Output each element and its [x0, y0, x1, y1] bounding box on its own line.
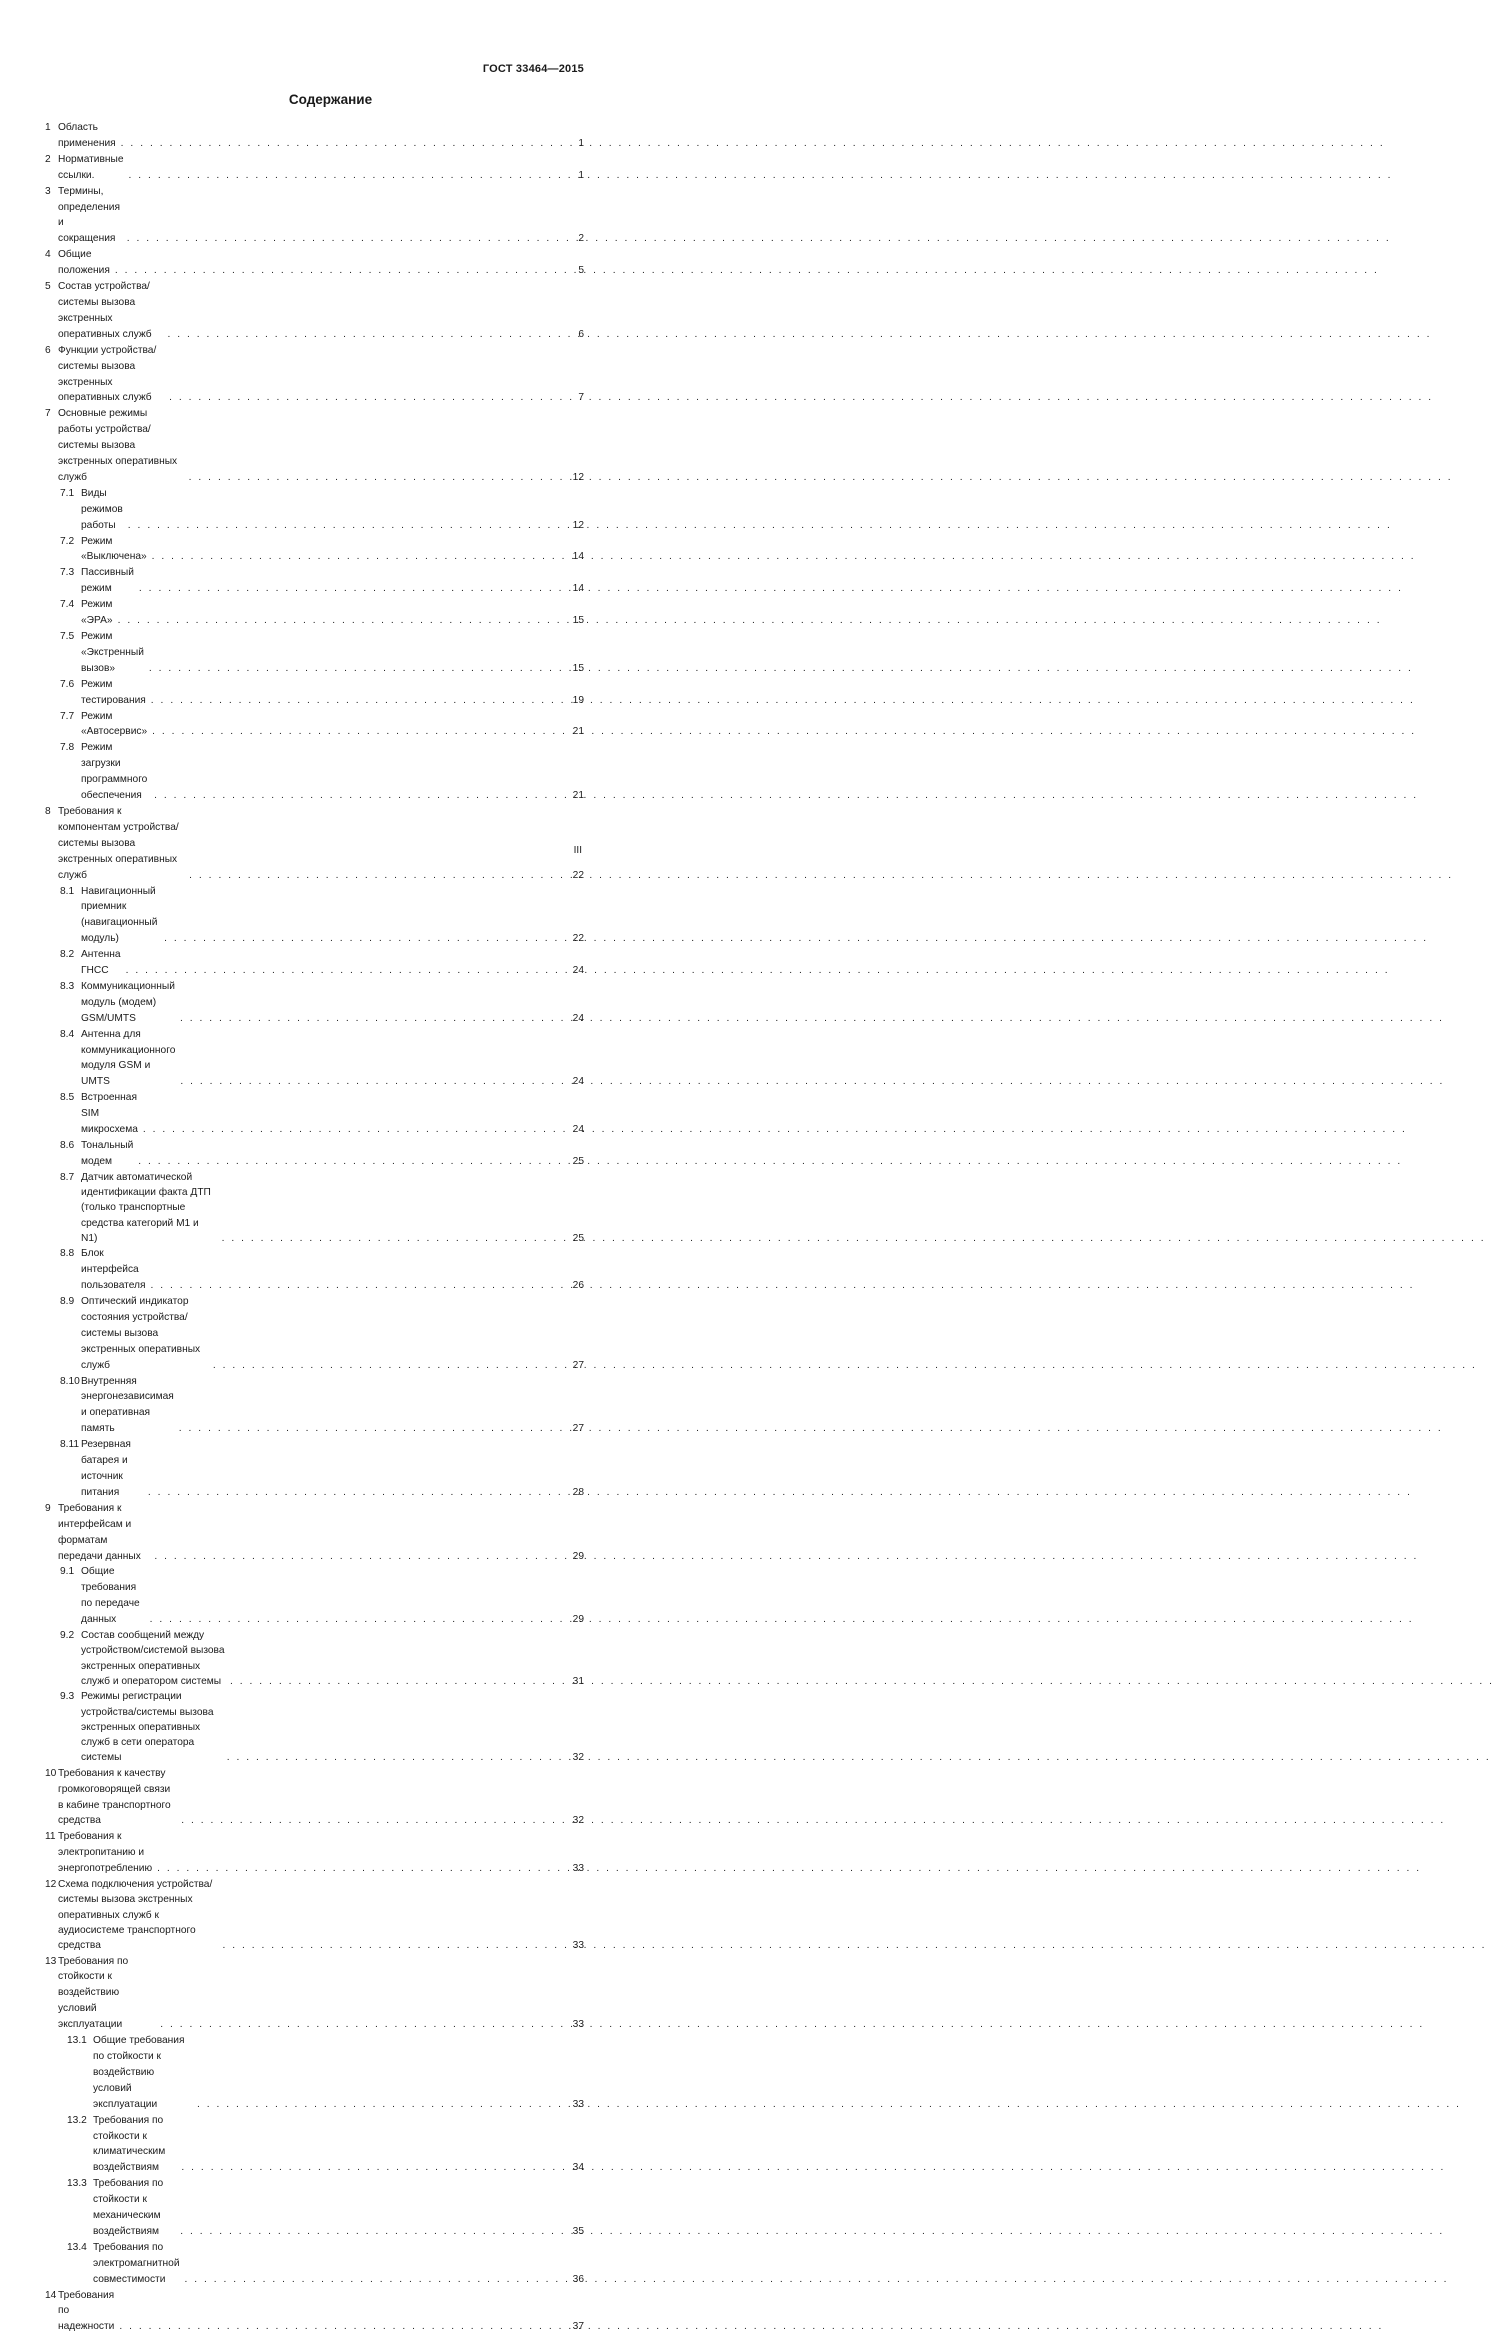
toc-entry-number: 7	[45, 408, 51, 420]
toc-leader-dots	[145, 1612, 573, 1628]
toc-entry[interactable]	[45, 2033, 584, 2113]
toc-leader-dots	[143, 1485, 573, 1501]
toc-entry[interactable]	[45, 629, 584, 677]
toc-entry[interactable]	[45, 979, 584, 1027]
toc-leader-dots	[217, 1938, 572, 1953]
toc-entry-page: 32	[572, 1815, 584, 1827]
toc-entry-page: 22	[572, 869, 584, 881]
toc-leader-dots	[146, 1278, 573, 1294]
toc-leader-dots	[147, 549, 573, 565]
toc-entry-page: 15	[572, 662, 584, 674]
toc-entry[interactable]	[45, 1138, 584, 1170]
toc-entry[interactable]	[45, 740, 584, 804]
toc-entry-title: Схема подключения устройства/системы вызова экстренных оперативных служб к аудиосистеме транспортного средства	[58, 1879, 213, 1952]
toc-entry-number: 11	[45, 1831, 56, 1843]
toc-entry[interactable]	[45, 279, 584, 343]
toc-entry-title: Область применения	[58, 122, 116, 149]
toc-leader-dots	[149, 788, 573, 804]
toc-entry[interactable]	[45, 1829, 584, 1877]
toc-entry-page: 24	[572, 965, 584, 977]
toc-entry[interactable]	[45, 534, 584, 566]
toc-entry[interactable]	[45, 1437, 584, 1501]
toc-entry-title: Требования по стойкости к механическим воздействиям	[93, 2178, 164, 2237]
toc-entry-page: 36	[572, 2273, 584, 2285]
toc-entry-number: 7.5	[60, 631, 75, 642]
toc-entry-page: 27	[572, 1359, 584, 1371]
toc-entry-title: Режим «Выключена»	[81, 535, 147, 563]
toc-entry-page: 33	[572, 2098, 584, 2110]
toc-entry-page: 6	[578, 328, 584, 340]
toc-leader-dots	[146, 693, 573, 709]
toc-entry-number: 7.2	[60, 535, 75, 547]
toc-entry-title: Коммуникационный модуль (модем) GSM/UMTS	[81, 980, 175, 1024]
toc-entry-page: 21	[572, 790, 584, 802]
toc-entry[interactable]	[45, 1170, 584, 1246]
toc-leader-dots	[176, 2160, 572, 2176]
toc-entry-page: 14	[572, 551, 584, 563]
toc-entry[interactable]	[45, 2288, 584, 2335]
toc-entry-title: Термины, определения и сокращения	[58, 185, 121, 245]
toc-entry[interactable]	[45, 247, 584, 279]
toc-entry-number: 14	[45, 2289, 57, 2301]
toc-entry[interactable]	[45, 1027, 584, 1091]
toc-leader-dots	[184, 868, 573, 884]
toc-entry-title: Антенна ГНСС	[81, 949, 121, 977]
toc-entry[interactable]	[45, 677, 584, 709]
toc-entry-page: 34	[572, 2162, 584, 2174]
toc-entry-number: 8.9	[60, 1296, 75, 1308]
toc-entry[interactable]	[45, 565, 584, 597]
toc-entry-number: 8.2	[60, 949, 75, 961]
toc-entry-number: 2	[45, 153, 51, 165]
table-of-contents	[45, 120, 584, 2335]
toc-entry-title: Виды режимов работы	[81, 487, 123, 531]
toc-entry-title: Общие положения	[58, 249, 110, 277]
toc-entry[interactable]	[45, 947, 584, 979]
toc-leader-dots	[175, 1074, 572, 1090]
toc-entry-page: 24	[572, 1076, 584, 1088]
toc-entry-title: Требования к качеству громкоговорящей связи в кабине транспортного средства	[58, 1767, 171, 1827]
toc-entry[interactable]	[45, 343, 584, 407]
toc-entry-page: 14	[572, 583, 584, 595]
toc-leader-dots	[122, 231, 579, 247]
toc-entry-title: Режим «Экстренный вызов»	[81, 631, 144, 674]
toc-entry-number: 13.3	[67, 2178, 87, 2190]
toc-entry-number: 7.1	[60, 487, 75, 499]
toc-entry-page: 15	[572, 615, 584, 627]
toc-entry-number: 8.3	[60, 980, 75, 992]
toc-entry-page: 2	[578, 233, 584, 245]
toc-entry-page: 22	[572, 933, 584, 945]
toc-entry-title: Пассивный режим	[81, 567, 134, 595]
toc-entry-title: Тональный модем	[81, 1140, 134, 1167]
toc-entry-title: Основные режимы работы устройства/системы вызова экстренных оперативных служб	[58, 408, 178, 483]
toc-leader-dots	[192, 2097, 573, 2113]
toc-entry-page: 7	[578, 392, 584, 404]
toc-entry-title: Датчик автоматической идентификации факта ДТП (только транспортные средства категорий М1 и N1)	[81, 1171, 211, 1244]
toc-entry-title: Состав устройства/системы вызова экстренных оперативных служб	[58, 281, 152, 340]
toc-leader-dots	[176, 1813, 572, 1829]
toc-entry-title: Внутренняя энергонезависимая и оперативная память	[81, 1375, 174, 1435]
toc-entry-title: Режим тестирования	[81, 678, 146, 706]
toc-entry[interactable]	[45, 406, 584, 486]
toc-entry-title: Требования по стойкости к воздействию условий эксплуатации	[58, 1955, 129, 2031]
toc-entry-number: 13.2	[67, 2114, 87, 2126]
toc-entry[interactable]	[45, 2240, 584, 2288]
toc-leader-dots	[121, 963, 573, 979]
toc-leader-dots	[134, 581, 573, 597]
toc-entry-number: 7.4	[60, 599, 75, 611]
toc-entry-number: 10	[45, 1767, 57, 1779]
toc-entry-number: 8.11	[60, 1439, 80, 1451]
toc-entry[interactable]	[45, 2176, 584, 2240]
toc-leader-dots	[225, 1674, 573, 1689]
toc-entry[interactable]	[45, 597, 584, 629]
toc-leader-dots	[116, 136, 579, 152]
toc-entry[interactable]	[45, 1564, 584, 1628]
toc-entry[interactable]	[45, 152, 584, 184]
toc-entry[interactable]	[45, 184, 584, 248]
toc-entry-title: Резервная батарея и источник питания	[81, 1439, 131, 1498]
toc-entry[interactable]	[45, 1501, 584, 1565]
toc-leader-dots	[162, 327, 578, 343]
toc-entry-title: Состав сообщений между устройством/системой вызова экстренных оперативных служб и оператором системы	[81, 1630, 225, 1687]
toc-entry[interactable]	[45, 486, 584, 534]
toc-entry-page: 35	[572, 2225, 584, 2237]
toc-entry-number: 13.1	[67, 2035, 87, 2047]
toc-entry-page: 29	[572, 1550, 584, 1562]
toc-entry-page: 27	[572, 1423, 584, 1435]
toc-leader-dots	[152, 1861, 573, 1877]
toc-entry-title: Режим «Автосервис»	[81, 710, 148, 738]
toc-entry-title: Режим загрузки программного обеспечения	[81, 742, 148, 802]
toc-entry-number: 9.3	[60, 1691, 75, 1703]
toc-entry-page: 1	[578, 169, 584, 181]
toc-entry[interactable]	[45, 1246, 584, 1294]
toc-leader-dots	[222, 1750, 573, 1765]
toc-entry-number: 9.2	[60, 1630, 75, 1642]
toc-entry-number: 1	[45, 122, 51, 133]
toc-leader-dots	[180, 2272, 573, 2288]
toc-entry-title: Общие требования по стойкости к воздействию условий эксплуатации	[93, 2035, 185, 2110]
toc-leader-dots	[110, 263, 578, 279]
toc-leader-dots	[113, 613, 573, 629]
toc-leader-dots	[155, 2017, 572, 2033]
toc-entry-number: 8.5	[60, 1092, 75, 1104]
toc-entry-number: 7.8	[60, 742, 75, 754]
toc-entry-title: Общие требования по передаче данных	[81, 1566, 140, 1626]
toc-entry-number: 4	[45, 249, 51, 261]
toc-entry-page: 33	[572, 1863, 584, 1875]
toc-leader-dots	[208, 1358, 573, 1374]
toc-leader-dots	[114, 2319, 572, 2335]
toc-entry-number: 13	[45, 1955, 57, 1967]
toc-entry-page: 25	[572, 1155, 584, 1167]
toc-entry-title: Требования к интерфейсам и форматам передачи данных	[58, 1502, 141, 1562]
toc-entry[interactable]	[45, 1374, 584, 1438]
toc-entry-title: Требования к электропитанию и энергопотреблению	[58, 1831, 153, 1875]
toc-leader-dots	[159, 931, 573, 947]
toc-entry-page: 12	[572, 471, 584, 483]
toc-entry[interactable]	[45, 1766, 584, 1830]
toc-entry[interactable]	[45, 1294, 584, 1374]
toc-entry-page: 5	[578, 265, 584, 277]
toc-entry-page: 32	[572, 1752, 584, 1764]
toc-leader-dots	[174, 1421, 573, 1437]
toc-entry[interactable]	[45, 1877, 584, 1953]
toc-entry-number: 5	[45, 281, 51, 293]
toc-entry-number: 9	[45, 1502, 51, 1514]
toc-leader-dots	[124, 168, 579, 184]
toc-entry-page: 21	[572, 726, 584, 738]
toc-entry-title: Режим «ЭРА»	[81, 599, 113, 627]
toc-leader-dots	[164, 390, 578, 406]
toc-leader-dots	[184, 470, 573, 486]
toc-entry-page: 19	[572, 694, 584, 706]
toc-entry-page: 29	[572, 1614, 584, 1626]
toc-entry-number: 12	[45, 1879, 57, 1891]
toc-entry-title: Навигационный приемник (навигационный модуль)	[81, 885, 158, 945]
toc-entry-number: 7.7	[60, 710, 75, 722]
toc-leader-dots	[138, 1122, 573, 1138]
toc-entry-number: 8.10	[60, 1375, 80, 1387]
toc-entry-page: 24	[572, 1124, 584, 1136]
toc-leader-dots	[133, 1154, 572, 1170]
toc-entry-number: 6	[45, 344, 51, 356]
toc-leader-dots	[175, 1011, 573, 1027]
toc-entry-number: 7.6	[60, 678, 75, 690]
toc-entry-page: 24	[572, 1012, 584, 1024]
toc-leader-dots	[144, 661, 573, 677]
toc-entry-page: 31	[572, 1675, 584, 1687]
toc-entry-page: 28	[572, 1486, 584, 1498]
toc-entry[interactable]	[45, 804, 584, 884]
toc-leader-dots	[149, 1549, 572, 1565]
toc-entry-title: Нормативные ссылки.	[58, 153, 124, 181]
toc-entry-number: 8.1	[60, 885, 75, 897]
toc-entry-page: 25	[572, 1233, 584, 1244]
toc-entry-number: 8	[45, 805, 51, 817]
toc-entry-page: 12	[572, 519, 584, 531]
toc-entry-title: Требования к компонентам устройства/системы вызова экстренных оперативных служб	[58, 805, 179, 881]
toc-entry-title: Требования по стойкости к климатическим воздействиям	[93, 2114, 166, 2174]
toc-entry-page: 33	[572, 1940, 584, 1952]
toc-entry-page: 1	[578, 137, 584, 149]
page-number: III	[573, 845, 582, 856]
toc-entry-title: Функции устройства/системы вызова экстренных оперативных служб	[58, 344, 157, 404]
toc-entry-number: 8.6	[60, 1140, 75, 1151]
toc-entry-number: 8.4	[60, 1028, 75, 1040]
toc-entry[interactable]	[45, 120, 584, 152]
toc-entry-number: 9.1	[60, 1566, 75, 1578]
toc-entry-title: Режимы регистрации устройства/системы вызова экстренных оперативных служб в сети оператора системы	[81, 1691, 214, 1764]
toc-entry-title: Встроенная SIM микросхема	[81, 1092, 138, 1136]
toc-entry-title: Оптический индикатор состояния устройства/системы вызова экстренных оперативных служб	[81, 1296, 201, 1371]
toc-entry[interactable]	[45, 1689, 584, 1765]
toc-title: Содержание	[288, 92, 373, 107]
toc-entry[interactable]	[45, 2113, 584, 2177]
toc-entry-title: Блок интерфейса пользователя	[81, 1248, 146, 1292]
toc-entry-number: 3	[45, 185, 51, 197]
toc-entry-number: 8.7	[60, 1171, 75, 1183]
toc-entry-title: Требования по электромагнитной совместимости	[93, 2241, 180, 2285]
toc-entry[interactable]	[45, 1628, 584, 1689]
toc-entry-title: Требования по надежности	[58, 2289, 115, 2333]
toc-entry-page: 26	[572, 1280, 584, 1292]
toc-entry-number: 13.4	[67, 2241, 87, 2253]
toc-entry[interactable]	[45, 709, 584, 741]
toc-entry-title: Антенна для коммуникационного модуля GSM и UMTS	[81, 1028, 176, 1088]
toc-entry-page: 37	[572, 2321, 584, 2333]
toc-leader-dots	[175, 2224, 572, 2240]
toc-entry-number: 8.8	[60, 1248, 75, 1260]
toc-entry-page: 33	[572, 2019, 584, 2031]
toc-entry-number: 7.3	[60, 567, 75, 579]
toc-leader-dots	[217, 1231, 573, 1246]
toc-entry[interactable]	[45, 1954, 584, 2034]
toc-entry[interactable]	[45, 884, 584, 948]
toc-leader-dots	[123, 518, 573, 534]
toc-leader-dots	[147, 724, 573, 740]
toc-entry[interactable]	[45, 1090, 584, 1138]
standard-number: ГОСТ 33464—2015	[482, 63, 584, 75]
